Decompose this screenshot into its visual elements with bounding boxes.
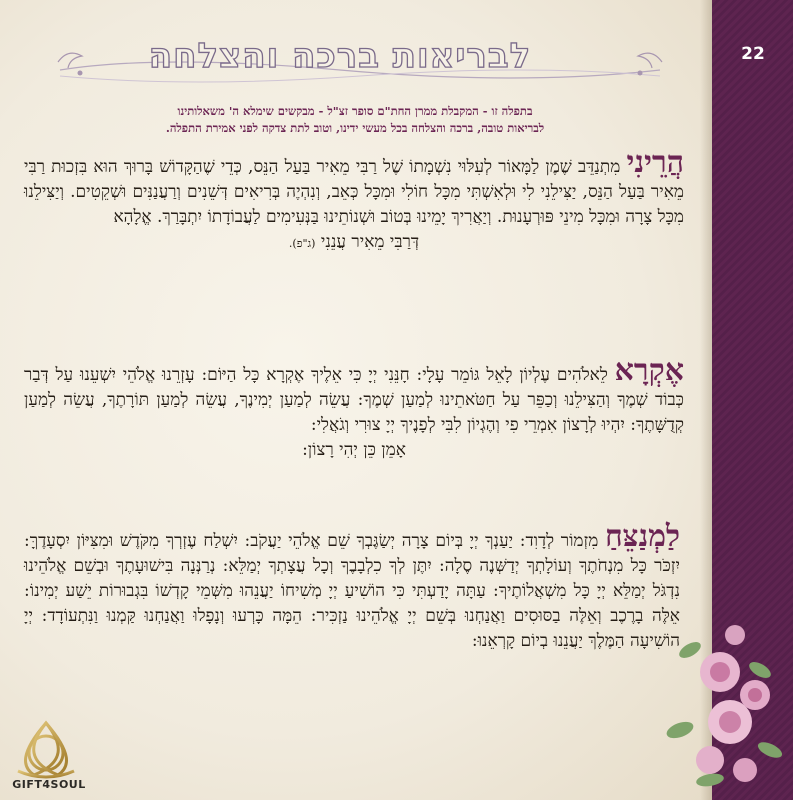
- intro-note: [30, 103, 680, 137]
- prayer-ekra-lead: אֶקְרָא: [614, 353, 684, 388]
- prayer-ekra: [24, 353, 684, 463]
- intro-line-2: לבריאות טובה, ברכה והצלחה בכל מעשי ידינו, וטוב לתת צדקה לפני אמירת התפלה.: [165, 121, 545, 135]
- prayer-hareini-body: מִתְנַדֵּב שֶׁמֶן לַמָּאוֹר לְעִלּוּי נִשְׁמָתוֹ שֶׁל רַבִּי מֵאִיר בַּעַל הַנֵּס, כְּדֵי שֶׁהַקָּדוֹשׁ בָּרוּךְ הוּא בִּזְכוּת רַבִּי מֵאִיר בַּעַל הַנֵּס, יַצִּילֵנִי לִי וּלְאִשְׁתִּי מִכָּל חוֹלִי וּמִכָּל כְּאֵב, וְנִהְיֶה בְּרִיאִים דְּשֵׁנִים וְרַעֲנַנִּים וּשְׁקֵטִים. וְיַצִּילֵנוּ מִכָּל צָרָה וּמִכָּל מִינֵי פּוּרְעָנוּת. וְיַאֲרִיךְ יָמֵינוּ בְּטוֹב וּשְׁנוֹתֵינוּ בַּנְּעִימִים לַעֲבוֹדָתוֹ יִתְבָּרַךְ. אֱלָהָא: [24, 157, 684, 227]
- prayer-lamnatzeach: [24, 519, 681, 654]
- page-title: לבריאות ברכה והצלחה: [148, 36, 532, 76]
- prayer-hareini-lead: הֲרֵינִי: [626, 145, 685, 180]
- intro-line-1: בתפלה זו - המקבלת ממרן החת"ם סופר זצ"ל - מבקשים שימלא ה' משאלותינו: [177, 104, 533, 118]
- prayer-hareini-ending: [24, 230, 684, 256]
- prayer-hareini-end: דְּרַבִּי מֵאִיר עֲנֵנִי: [320, 232, 420, 252]
- prayer-hareini: [24, 145, 685, 256]
- prayer-ekra-end: אָמֵן כֵּן יְהִי רָצוֹן:: [302, 440, 406, 460]
- page-number: 22: [741, 44, 765, 64]
- prayer-hareini-note: (ג"פ).: [288, 237, 316, 250]
- prayer-lamnatzeach-lead: לַמְנַצֵּחַ: [604, 519, 681, 554]
- prayer-ekra-body: לֵאלֹהִים עֶלְיוֹן לָאֵל גּוֹמֵר עָלָי: חָנֵּנִי יְיָ כִּי אֵלֶיךָ אֶקְרָא כָּל הַיּוֹם: עָזְרֵנוּ אֱלֹהֵי יִשְׁעֵנוּ עַל דְּבַר כְּבוֹד שְׁמֶךָ וְהַצִּילֵנוּ וְכַפֵּר עַל חַטֹּאתֵינוּ לְמַעַן שְׁמֶךָ: עֲשֵׂה לְמַעַן יְמִינֶךָ, עֲשֵׂה לְמַעַן תּוֹרָתֶךָ, עֲשֵׂה לְמַעַן קְדֻשָּׁתֶךָ: יִהְיוּ לְרָצוֹן אִמְרֵי פִי וְהֶגְיוֹן לִבִּי לְפָנֶיךָ יְיָ צוּרִי וְגֹאֲלִי:: [24, 365, 684, 435]
- prayer-lamnatzeach-body: מִזְמוֹר לְדָוִד: יַעַנְךָ יְיָ בְּיוֹם צָרָה יְשַׂגֶּבְךָ שֵׁם אֱלֹהֵי יַעֲקֹב: יִשְׁלַח עֶזְרְךָ מִקֹּדֶשׁ וּמִצִּיּוֹן יִסְעָדֶךָּ: יִזְכֹּר כָּל מִנְחֹתֶךָ וְעוֹלָתְךָ יְדַשְּׁנֶה סֶלָה: יִתֶּן לְךָ כִלְבָבֶךָ וְכָל עֲצָתְךָ יְמַלֵּא: נְרַנְּנָה בִּישׁוּעָתֶךָ וּבְשֵׁם אֱלֹהֵינוּ נִדְגֹּל יְמַלֵּא יְיָ כָּל מִשְׁאֲלוֹתֶיךָ: עַתָּה יָדַעְתִּי כִּי הוֹשִׁיעַ יְיָ מְשִׁיחוֹ יַעֲנֵהוּ מִשְּׁמֵי קָדְשׁוֹ בִּגְבוּרוֹת יֵשַׁע יְמִינוֹ: אֵלֶּה בָרֶכֶב וְאֵלֶּה בַסּוּסִים וַאֲנַחְנוּ בְּשֵׁם יְיָ אֱלֹהֵינוּ נַזְכִּיר: הֵמָּה כָּרְעוּ וְנָפָלוּ וַאֲנַחְנוּ קַּמְנוּ וַנִּתְעוֹדָד: יְיָ הוֹשִׁיעָה הַמֶּלֶךְ יַעֲנֵנוּ בְיוֹם קָרְאֵנוּ:: [24, 531, 680, 651]
- roses-decoration-icon: [650, 610, 793, 800]
- brand-name: GIFT4SOUL: [12, 778, 86, 791]
